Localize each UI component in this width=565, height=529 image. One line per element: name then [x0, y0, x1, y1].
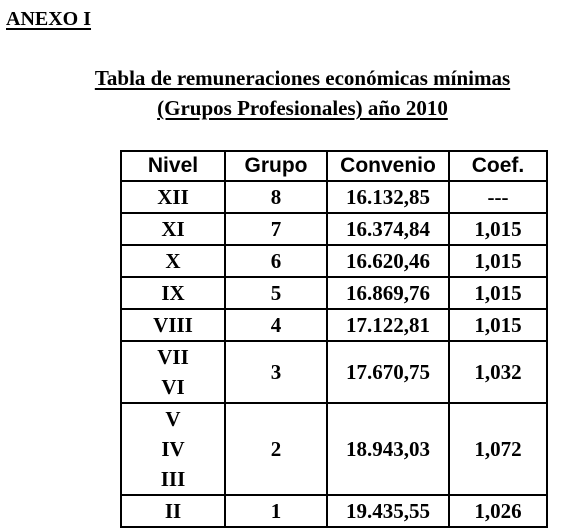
cell-coef: --- [449, 181, 547, 213]
header-coef: Coef. [449, 151, 547, 181]
cell-convenio: 16.620,46 [327, 245, 449, 277]
cell-nivel [121, 277, 225, 309]
cell-nivel [121, 213, 225, 245]
nivel-value: VI [161, 375, 185, 399]
cell-grupo: 7 [225, 213, 327, 245]
annex-heading: ANEXO I [6, 8, 92, 30]
cell-convenio: 17.122,81 [327, 309, 449, 341]
table-row [121, 309, 547, 341]
cell-nivel [121, 341, 225, 403]
table-title-line-1: Tabla de remuneraciones económicas mínimas [94, 66, 511, 90]
cell-grupo: 5 [225, 277, 327, 309]
cell-nivel [121, 181, 225, 213]
cell-coef: 1,032 [449, 341, 547, 403]
cell-convenio: 18.943,03 [327, 403, 449, 495]
table-row [121, 341, 547, 403]
cell-grupo: 1 [225, 495, 327, 527]
cell-coef: 1,072 [449, 403, 547, 495]
cell-nivel [121, 245, 225, 277]
nivel-value: XII [157, 185, 189, 209]
cell-grupo: 8 [225, 181, 327, 213]
cell-coef: 1,026 [449, 495, 547, 527]
table-row [121, 403, 547, 495]
remuneration-table [120, 150, 548, 528]
cell-grupo: 2 [225, 403, 327, 495]
cell-convenio: 16.132,85 [327, 181, 449, 213]
nivel-value: IV [161, 437, 185, 461]
table-row [121, 181, 547, 213]
table-title-line-2: (Grupos Profesionales) año 2010 [157, 96, 448, 120]
nivel-value: V [165, 407, 181, 431]
cell-coef: 1,015 [449, 309, 547, 341]
cell-nivel [121, 403, 225, 495]
table-row [121, 277, 547, 309]
cell-nivel [121, 309, 225, 341]
nivel-value: III [160, 467, 186, 491]
cell-convenio: 17.670,75 [327, 341, 449, 403]
table-header-row [121, 151, 547, 181]
header-grupo: Grupo [225, 151, 327, 181]
cell-convenio: 16.374,84 [327, 213, 449, 245]
table-row [121, 495, 547, 527]
table-row [121, 245, 547, 277]
cell-coef: 1,015 [449, 245, 547, 277]
cell-coef: 1,015 [449, 213, 547, 245]
nivel-value: XI [161, 217, 185, 241]
cell-nivel [121, 495, 225, 527]
cell-grupo: 4 [225, 309, 327, 341]
cell-coef: 1,015 [449, 277, 547, 309]
cell-grupo: 6 [225, 245, 327, 277]
table-row [121, 213, 547, 245]
header-convenio: Convenio [327, 151, 449, 181]
cell-convenio: 19.435,55 [327, 495, 449, 527]
nivel-value: X [165, 249, 181, 273]
nivel-value: VIII [153, 313, 193, 337]
nivel-value: VII [157, 345, 189, 369]
cell-convenio: 16.869,76 [327, 277, 449, 309]
header-nivel: Nivel [121, 151, 225, 181]
nivel-value: IX [161, 281, 185, 305]
cell-grupo: 3 [225, 341, 327, 403]
nivel-value: II [164, 499, 182, 523]
